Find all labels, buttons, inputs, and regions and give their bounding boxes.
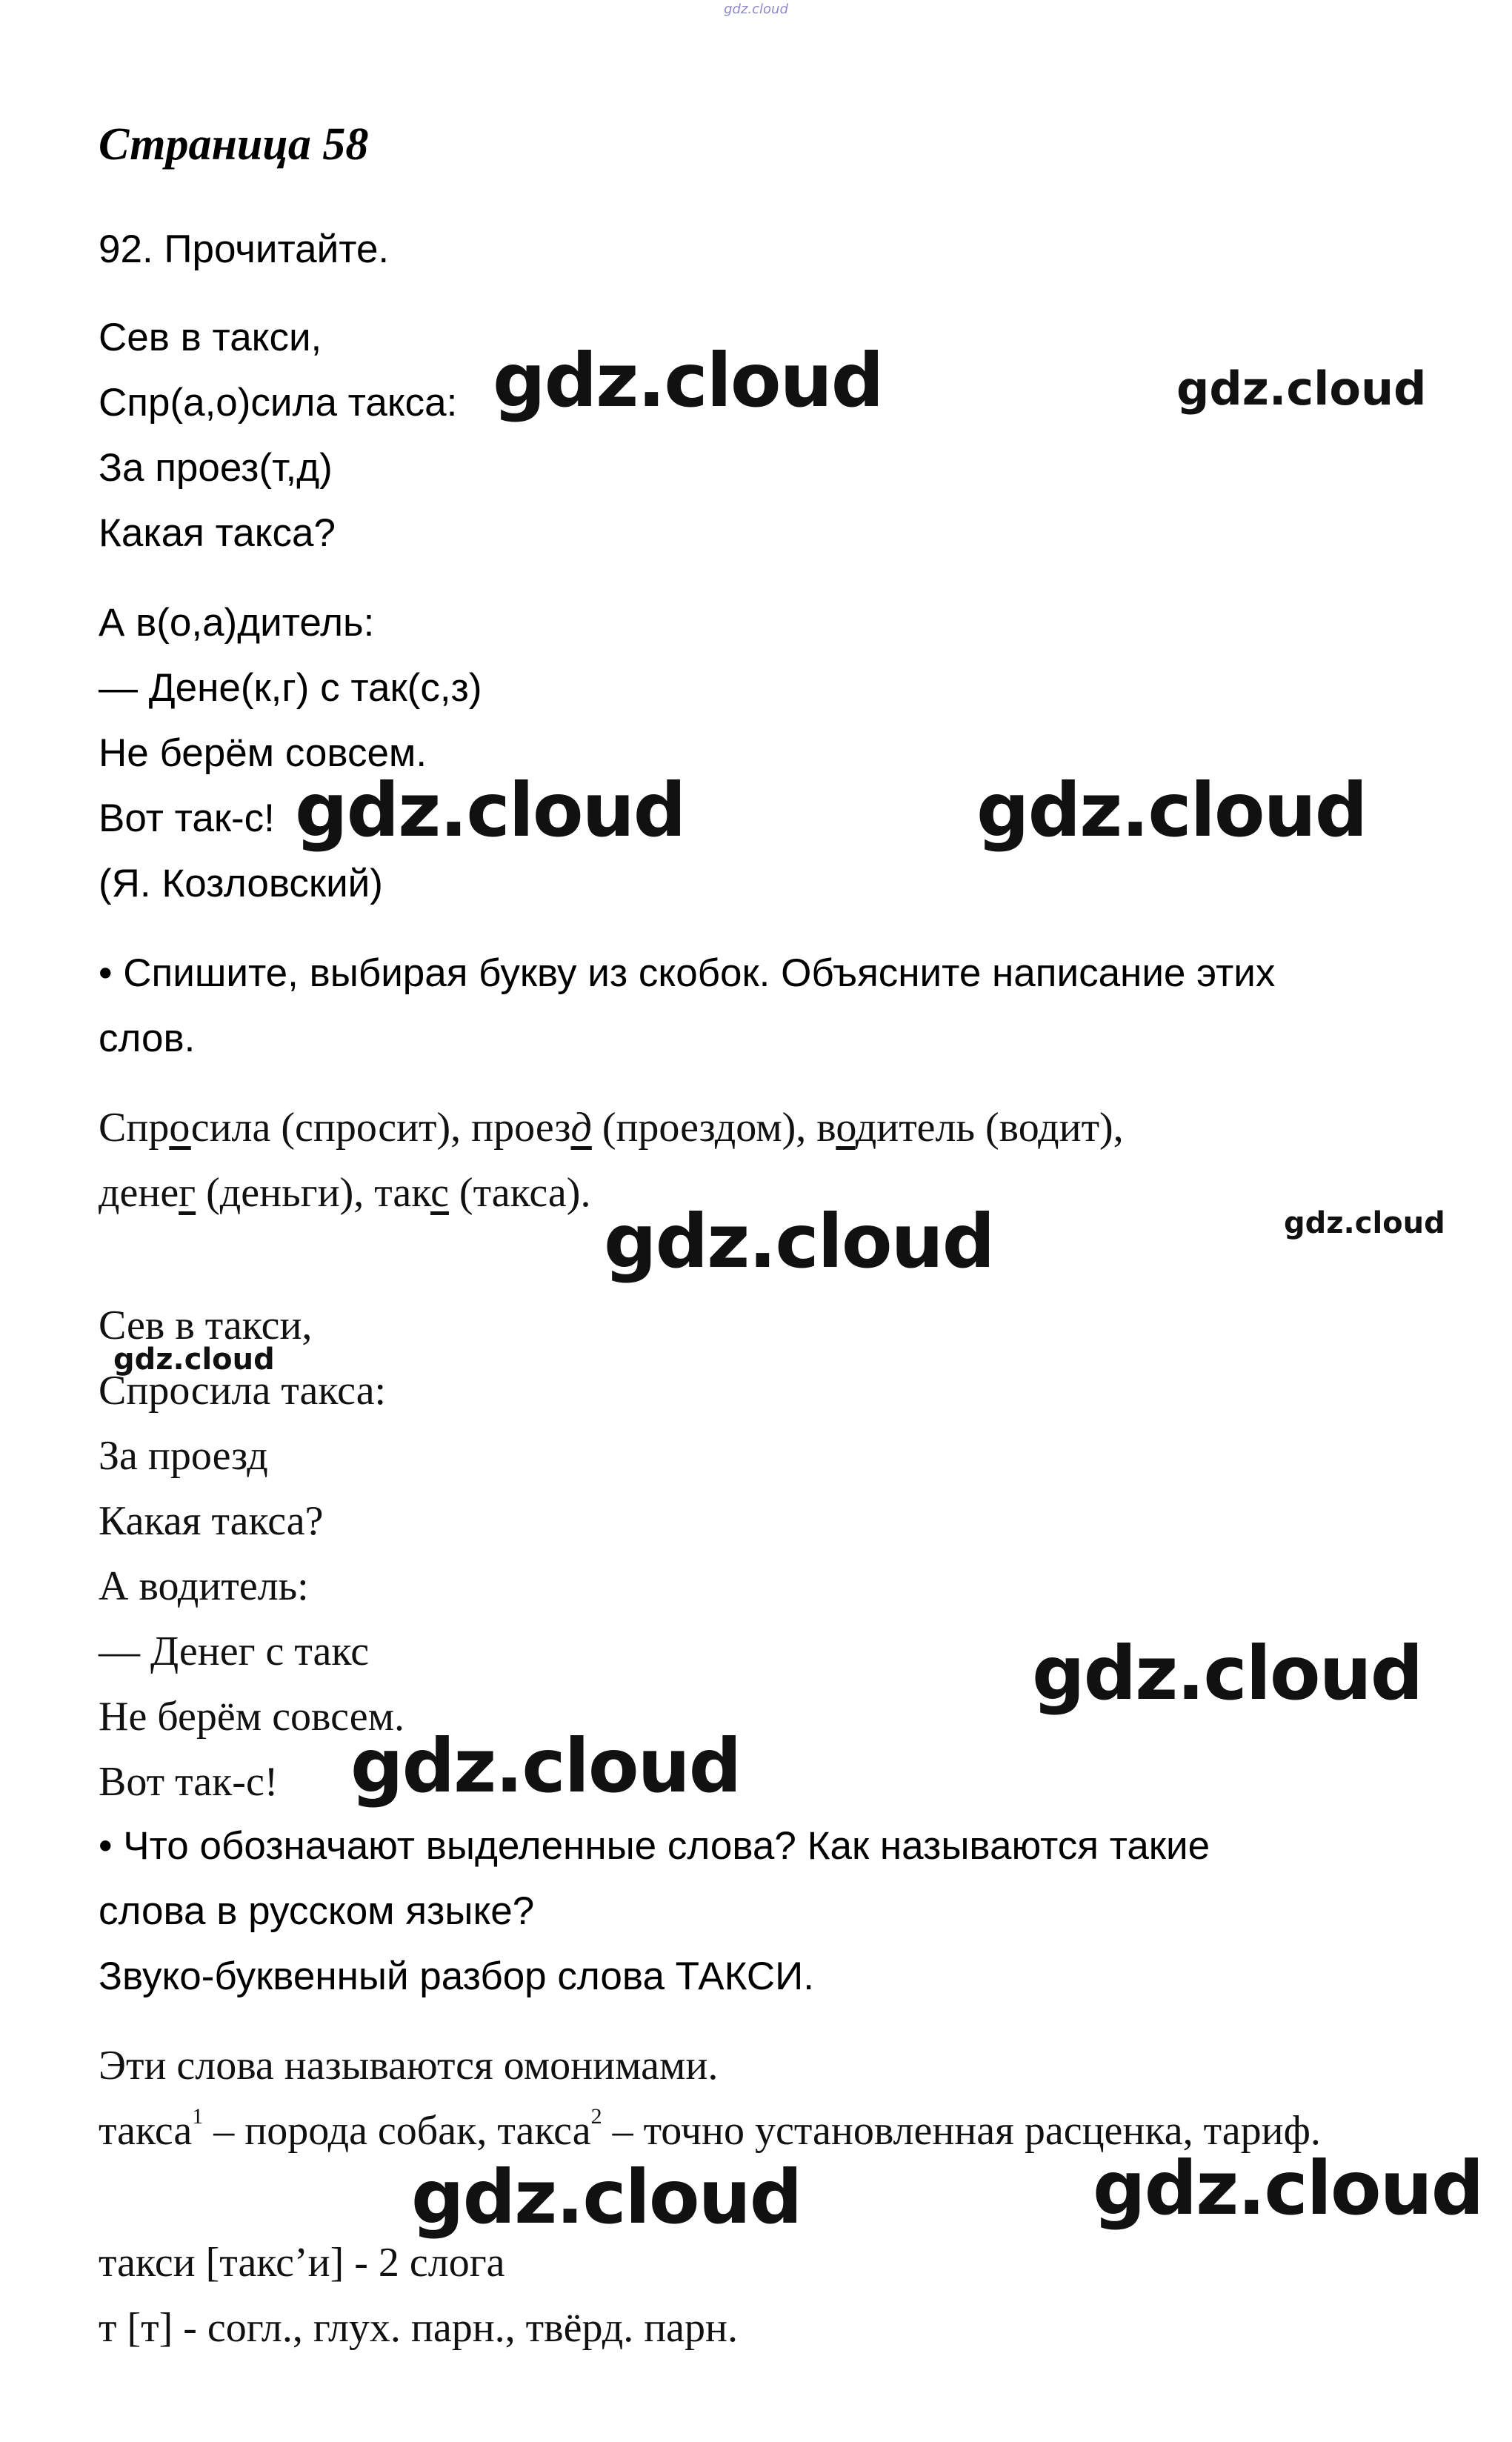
poem-line: Не берём совсем. <box>99 731 427 775</box>
poem-line: Сев в такси, <box>99 316 322 359</box>
poem-answer-line: Не берём совсем. <box>99 1694 404 1740</box>
watermark: gdz.cloud <box>113 1343 275 1377</box>
answer-line: Эти слова называются омонимами. <box>99 2043 719 2089</box>
poem-answer-line: А водитель: <box>99 1563 309 1609</box>
page-title: Страница 58 <box>99 119 369 170</box>
task-instruction: Звуко-буквенный разбор слова ТАКСИ. <box>99 1954 814 1998</box>
task-instruction: слова в русском языке? <box>99 1889 535 1933</box>
underlined-letter: с <box>430 1170 449 1216</box>
poem-line: — Дене(к,г) с так(с,з) <box>99 666 482 710</box>
answer-line: такса$^1$ – порода собак, такса$^2$ – точно установленная расценка, тариф. <box>99 2104 1321 2154</box>
underlined-letter: д <box>570 1105 592 1151</box>
poem-answer-line: Сев в такси, <box>99 1302 313 1348</box>
poem-answer-line: За проезд <box>99 1433 268 1479</box>
task-instruction: слов. <box>99 1017 196 1060</box>
watermark: gdz.cloud <box>1032 1630 1422 1717</box>
poem-answer-line: Какая такса? <box>99 1498 324 1544</box>
poem-answer-line: Спросила такса: <box>99 1368 387 1414</box>
watermark: gdz.cloud <box>604 1198 994 1285</box>
watermark: gdz.cloud <box>1176 362 1427 416</box>
poem-line: А в(о,а)дитель: <box>99 601 375 645</box>
underlined-letter: о <box>169 1105 191 1151</box>
header-watermark: gdz.cloud <box>724 1 788 17</box>
answer-line: денег (деньги), такс (такса). <box>99 1170 591 1216</box>
watermark: gdz.cloud <box>1093 2145 1483 2232</box>
answer-line: Спросила (спросит), проезд (проездом), водитель (водит), <box>99 1105 1124 1151</box>
poem-line: За проез(т,д) <box>99 446 333 490</box>
underlined-letter: г <box>179 1170 196 1216</box>
watermark: gdz.cloud <box>350 1723 741 1809</box>
task-instruction: • Что обозначают выделенные слова? Как называются такие <box>99 1824 1210 1868</box>
poem-line: Спр(а,о)сила такса: <box>99 381 458 425</box>
poem-answer-line: — Денег с такс <box>99 1628 370 1674</box>
watermark: gdz.cloud <box>295 767 685 854</box>
poem-answer-line: Вот так-с! <box>99 1759 279 1805</box>
watermark: gdz.cloud <box>411 2154 802 2240</box>
poem-line: Вот так-с! <box>99 796 275 840</box>
watermark: gdz.cloud <box>976 767 1367 854</box>
answer-line: т [т] - согл., глух. парн., твёрд. парн. <box>99 2305 738 2351</box>
exercise-heading: 92. Прочитайте. <box>99 227 390 271</box>
watermark: gdz.cloud <box>1284 1206 1445 1240</box>
answer-line: такси [такс’и] - 2 слога <box>99 2240 505 2286</box>
task-instruction: • Спишите, выбирая букву из скобок. Объясните написание этих <box>99 951 1276 995</box>
watermark: gdz.cloud <box>493 337 883 424</box>
poem-line: Какая такса? <box>99 511 336 555</box>
poem-author: (Я. Козловский) <box>99 862 383 905</box>
underlined-letter: о <box>836 1105 856 1151</box>
